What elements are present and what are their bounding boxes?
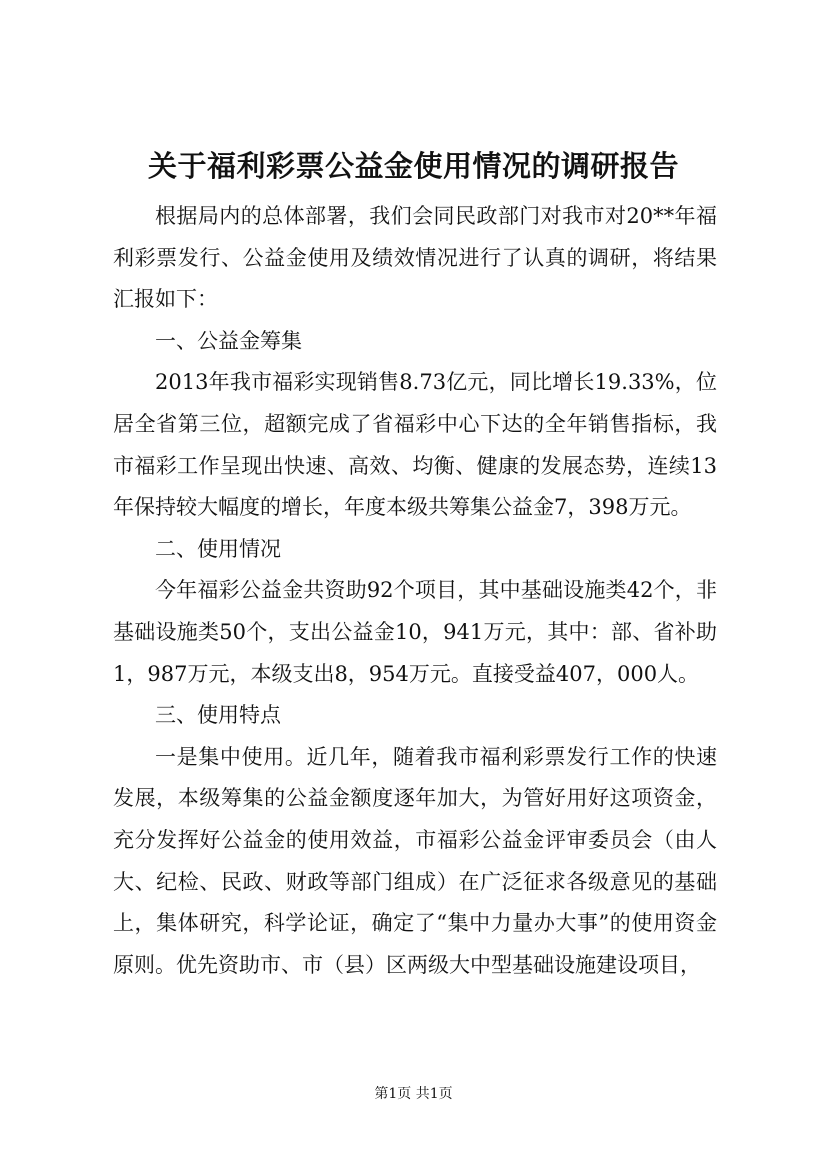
section-heading-usage: 二、使用情况 — [155, 536, 281, 561]
usage-paragraph: 今年福彩公益金共资助92个项目，其中基础设施类42个，非基础设施类50个，支出公益金10，941万元，其中：部、省补助1，987万元，本级支出8，954万元。直接受益407，000人。 — [113, 578, 717, 686]
features-paragraph: 一是集中使用。近几年，随着我市福利彩票发行工作的快速发展，本级筹集的公益金额度逐年加大，为管好用好这项资金，充分发挥好公益金的使用效益，市福彩公益金评审委员会（由人大、纪检、民政、财政等部门组成）在广泛征求各级意见的基础上，集体研究，科学论证，确定了“集中力量办大事”的使用资金原则。优先资助市、市（县）区两级大中型基础设施建设项目， — [113, 744, 717, 977]
fund-raising-paragraph: 2013年我市福彩实现销售8.73亿元，同比增长19.33%，位居全省第三位，超额完成了省福彩中心下达的全年销售指标，我市福彩工作呈现出快速、高效、均衡、健康的发展态势，连续13年保持较大幅度的增长，年度本级共筹集公益金7，398万元。 — [113, 370, 717, 520]
section-heading-features: 三、使用特点 — [155, 703, 281, 728]
page-footer: 第1页 共1页 — [374, 1086, 453, 1102]
document-title: 关于福利彩票公益金使用情况的调研报告 — [147, 149, 679, 183]
document-body — [113, 196, 717, 986]
intro-paragraph: 根据局内的总体部署，我们会同民政部门对我市对20**年福利彩票发行、公益金使用及绩效情况进行了认真的调研，将结果汇报如下： — [113, 204, 717, 312]
section-heading-fund-raising: 一、公益金筹集 — [155, 328, 302, 353]
